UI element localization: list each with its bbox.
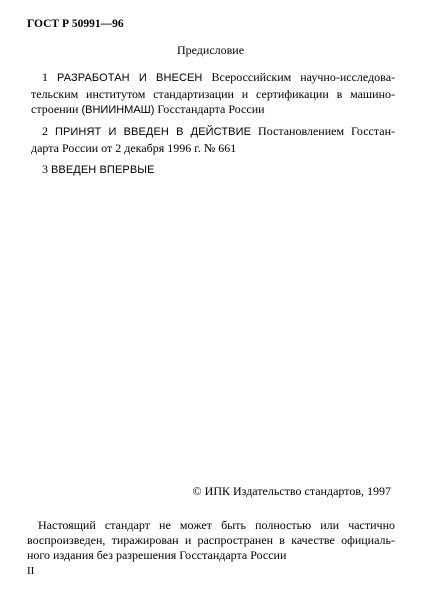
- item-caps-heading: РАЗРАБОТАН И ВНЕСЕН: [57, 72, 203, 84]
- foreword-item-1-line-3: строении (ВНИИНМАШ) Госстандарта России: [31, 102, 265, 116]
- foreword-item-2: [31, 124, 395, 156]
- copyright-notice: © ИПК Издательство стандартов, 1997: [192, 484, 391, 498]
- item-number: 1: [42, 70, 48, 84]
- reproduction-disclaimer: [27, 518, 395, 563]
- foreword-item-2-line-2: дарта России от 2 декабря 1996 г. № 661: [31, 140, 237, 155]
- section-title: Предисловие: [176, 43, 245, 57]
- item-number: 3: [42, 162, 48, 176]
- standard-code: ГОСТ Р 50991—96: [27, 18, 124, 30]
- item-caps-heading: ВВЕДЕН ВПЕРВЫЕ: [51, 164, 155, 176]
- foreword-item-3-line-1: [31, 162, 395, 179]
- item-caps-heading: ПРИНЯТ И ВВЕДЕН В ДЕЙСТВИЕ: [54, 126, 252, 138]
- disclaimer-line-1: Настоящий стандарт не может быть полностью или частично: [38, 518, 395, 532]
- item-number: 2: [42, 124, 48, 138]
- foreword-item-1-line-1: 1 РАЗРАБОТАН И ВНЕСЕН Всероссийским научно-исследова-: [42, 70, 396, 84]
- foreword-item-1-line-2: тельским институтом стандартизации и сертификации в машино-: [31, 86, 395, 101]
- disclaimer-line-3: ного издания без разрешения Госстандарта России: [27, 548, 287, 562]
- foreword-item-1: [31, 70, 395, 119]
- foreword-item-3: [31, 162, 395, 179]
- foreword-item-2-line-1: 2 ПРИНЯТ И ВВЕДЕН В ДЕЙСТВИЕ Постановлением Госстан-: [42, 124, 396, 138]
- page-number: II: [27, 565, 35, 577]
- disclaimer-line-2: воспроизведен, тиражирован и распространен в качестве официаль-: [27, 533, 395, 547]
- organization-abbreviation: (ВНИИНМАШ): [81, 104, 155, 116]
